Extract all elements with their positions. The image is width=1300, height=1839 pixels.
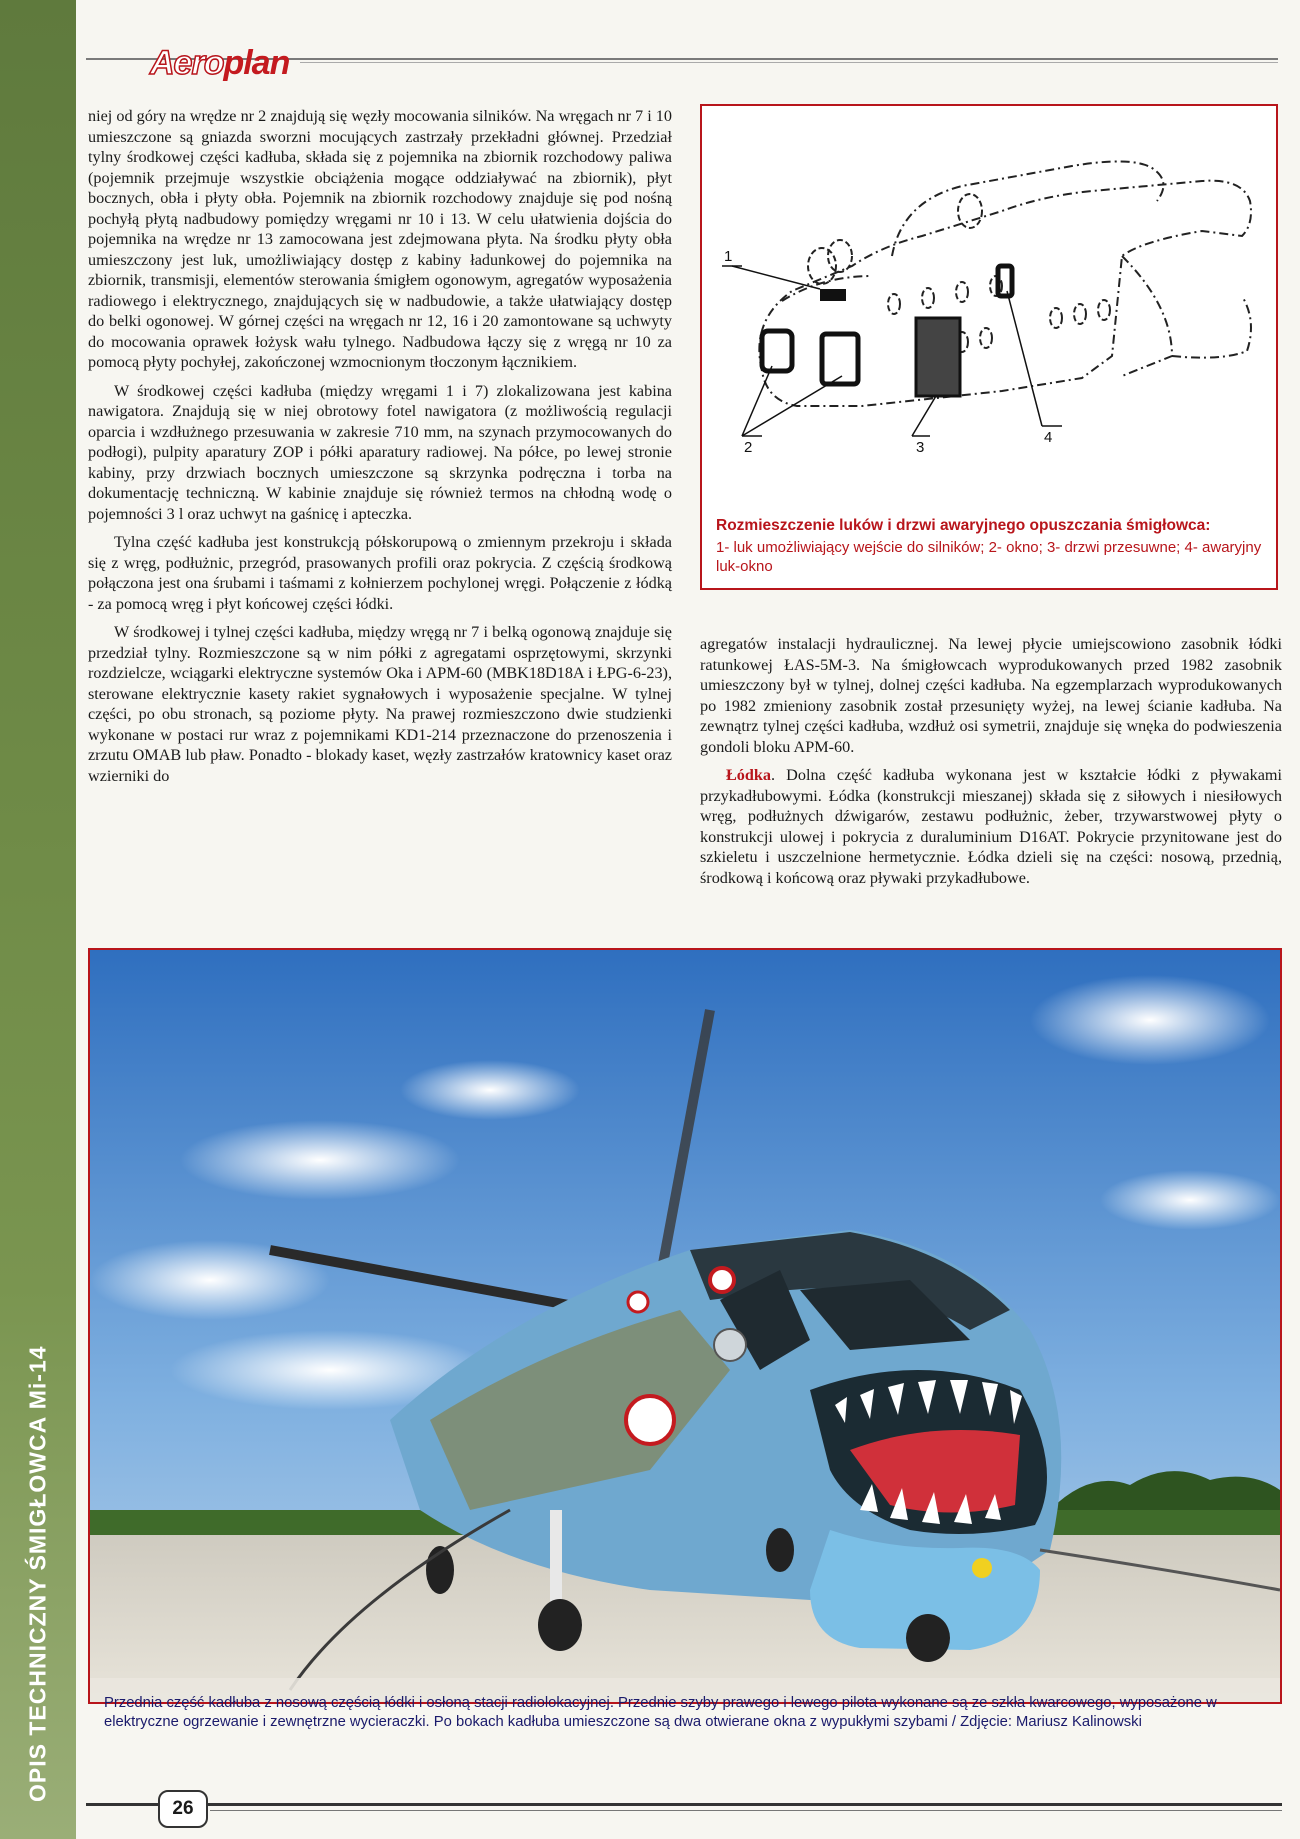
article-column-right [700, 634, 1282, 888]
figure-caption-title: Rozmieszczenie luków i drzwi awaryjnego opuszczania śmigłowca: [716, 517, 1211, 534]
paragraph: niej od góry na wrędze nr 2 znajdują się węzły mocowania silników. Na wręgach nr 7 i 10 umieszczone są gniazda sworzni mocujących zastrzały przekładni głównej. Przedział tylny środkowej części kadłuba, składa się z pojemnika na zbiornik rozchodowy paliwa (pojemnik przejmuje wszystkie obciążenia mogące oddziaływać na zbiornik), płyt bocznych, obła i płyty obła. Pojemnik na zbiornik rozchodowy znajduje się pod nośną pochyłą płytą nadbudowy pomiędzy wręgami nr 10 i 13. W celu ułatwienia dojścia do pojemnika na wrędze nr 13 zamocowana jest zdejmowana płyta. Na środku płyty obła umieszczony jest luk, umożliwiający dostęp z kabiny ładunkowej do pojemnika na zbiornik, transmisji, elementów sterowania śmigłem ogonowym, agregatów wyposażenia radiowego i elektrycznego, znajdujących się w nadbudowie, a także ułatwiający dostęp do belki ogonowej. W górnej części na wręgach nr 12, 16 i 20 zamontowane są uchwyty do mocowania oprawek łożysk wału tylnego. Nadbudowa łączy się z wręgą nr 10 za pomocą płyty pochyłej, zakończonej wzmocnionym tłoczonym łącznikiem. [88, 107, 672, 371]
diagram-figure [700, 104, 1278, 590]
paragraph: W środkowej części kadłuba (między wręgami 1 i 7) zlokalizowana jest kabina nawigatora. Znajdują się w niej obrotowy fotel nawigatora (z możliwością regulacji oparcia i wzdłużnego przesuwania w zakresie 710 mm, na szynach przymocowanych do podłogi), pulpity aparatury ZOP i półki aparatury radiowej. Na półce, po lewej stronie kabiny, przy drzwiach bocznych umieszczone są skrzynka podręczna i torba na dokumentację techniczną. W kabinie znajduje się również termos na chłodną wodę o pojemności 3 l oraz uchwyt na gaśnicę i apteczka. [88, 381, 672, 523]
paragraph: Łódka. Dolna część kadłuba wykonana jest w kształcie łódki z pływakami przykadłubowymi. Łódka (konstrukcji mieszanej) składa się z siłowych i niesiłowych wręg, podłużnych dźwigarów, zestawu podłużnic, żeber, trzywarstwowej płyty o konstrukcji ulowej i pokrycia z duraluminium D16AT. Pokrycie przynitowane jest do szkieletu i uszczelnione hermetycznie. Łódka dzieli się na części: nosową, przednią, środkową i końcową oraz pływaki przykadłubowe. [700, 766, 1282, 887]
magazine-logo: Aeroplan [150, 44, 290, 82]
paragraph: W środkowej i tylnej części kadłuba, między wręgą nr 7 i belką ogonową znajduje się przedział tylny. Rozmieszczone są w nim półki z agregatami osprzętowymi, skrzynki rozdzielcze, wciągarki elektryczne systemów Oka i APM-60 (MBK18D18A i ŁPG-6-23), sterowane elektrycznie kasety rakiet sygnałowych i wyposażenie specjalne. W tylnej części, po obu stronach, są poziome płyty. Na prawej rozmieszczono dwie studzienki wykonane w postaci rur wraz z pojemnikami KD1-214 przeznaczone do przenoszenia i zrzutu OMAB lub pław. Ponadto - blokady kaset, węzły zastrzałów kratownicy kaset oraz wzierniki do [88, 623, 672, 785]
paragraph: agregatów instalacji hydraulicznej. Na lewej płycie umiejscowiono zasobnik łódki ratunkowej ŁAS-5M-3. Na śmigłowcach wyprodukowanych przed 1982 zasobnik umieszczony był w tylnej, dolnej części kadłuba. Na egzemplarzach wyprodukowanych po 1982 zmieniony zasobnik został przesunięty wyżej, na lewej ścianie kadłuba. Na zewnątrz tylnej części kadłuba, wzdłuż osi symetrii, znajduje się wnęka do podwieszenia gondoli bloku APM-60. [700, 635, 1282, 756]
section-title: OPIS TECHNICZNY ŚMIGŁOWCA Mi-14 [24, 1345, 51, 1802]
header-rule-secondary [300, 62, 1278, 63]
paragraph: Tylna część kadłuba jest konstrukcją półskorupową o zmiennym przekroju i składa się z wręg, podłużnic, przegród, prasowanych profili oraz pokrycia. Z częścią środkową połączona jest ona śrubami i taśmami z kołnierzem pochylonej wręgi. Połączenie z łódką - za pomocą wręg i płyt końcowej części łódki. [88, 533, 672, 613]
section-lead-word: Łódka [726, 766, 771, 784]
figure-caption-text: 1- luk umożliwiający wejście do silników; 2- okno; 3- drzwi przesuwne; 4- awaryjny luk-okno [716, 539, 1262, 575]
photo-caption: Przednia część kadłuba z nosową częścią łódki i osłoną stacji radiolokacyjnej. Przednie szyby prawego i lewego pilota wykonane są ze szkła kwarcowego, wyposażone w elektryczne ogrzewanie i zewnętrzne wycieraczki. Po bokach kadłuba umieszczone są dwa otwierane okna z wypukłymi szybami / Zdjęcie: Mariusz Kalinowski [104, 1695, 1217, 1730]
callout-label-1: 1 [724, 248, 733, 265]
page-number: 26 [158, 1790, 208, 1828]
footer-rule [86, 1803, 1282, 1806]
callout-label-4: 4 [1044, 429, 1053, 446]
callout-label-2: 2 [744, 439, 753, 456]
helicopter-photo [88, 948, 1282, 1704]
helicopter-hatch-diagram [702, 106, 1276, 506]
callout-label-3: 3 [916, 439, 925, 456]
section-sidebar [0, 0, 76, 1839]
article-column-left [88, 106, 672, 786]
shark-mouth-helicopter-image [90, 950, 1280, 1702]
footer-rule-secondary [210, 1810, 1282, 1811]
